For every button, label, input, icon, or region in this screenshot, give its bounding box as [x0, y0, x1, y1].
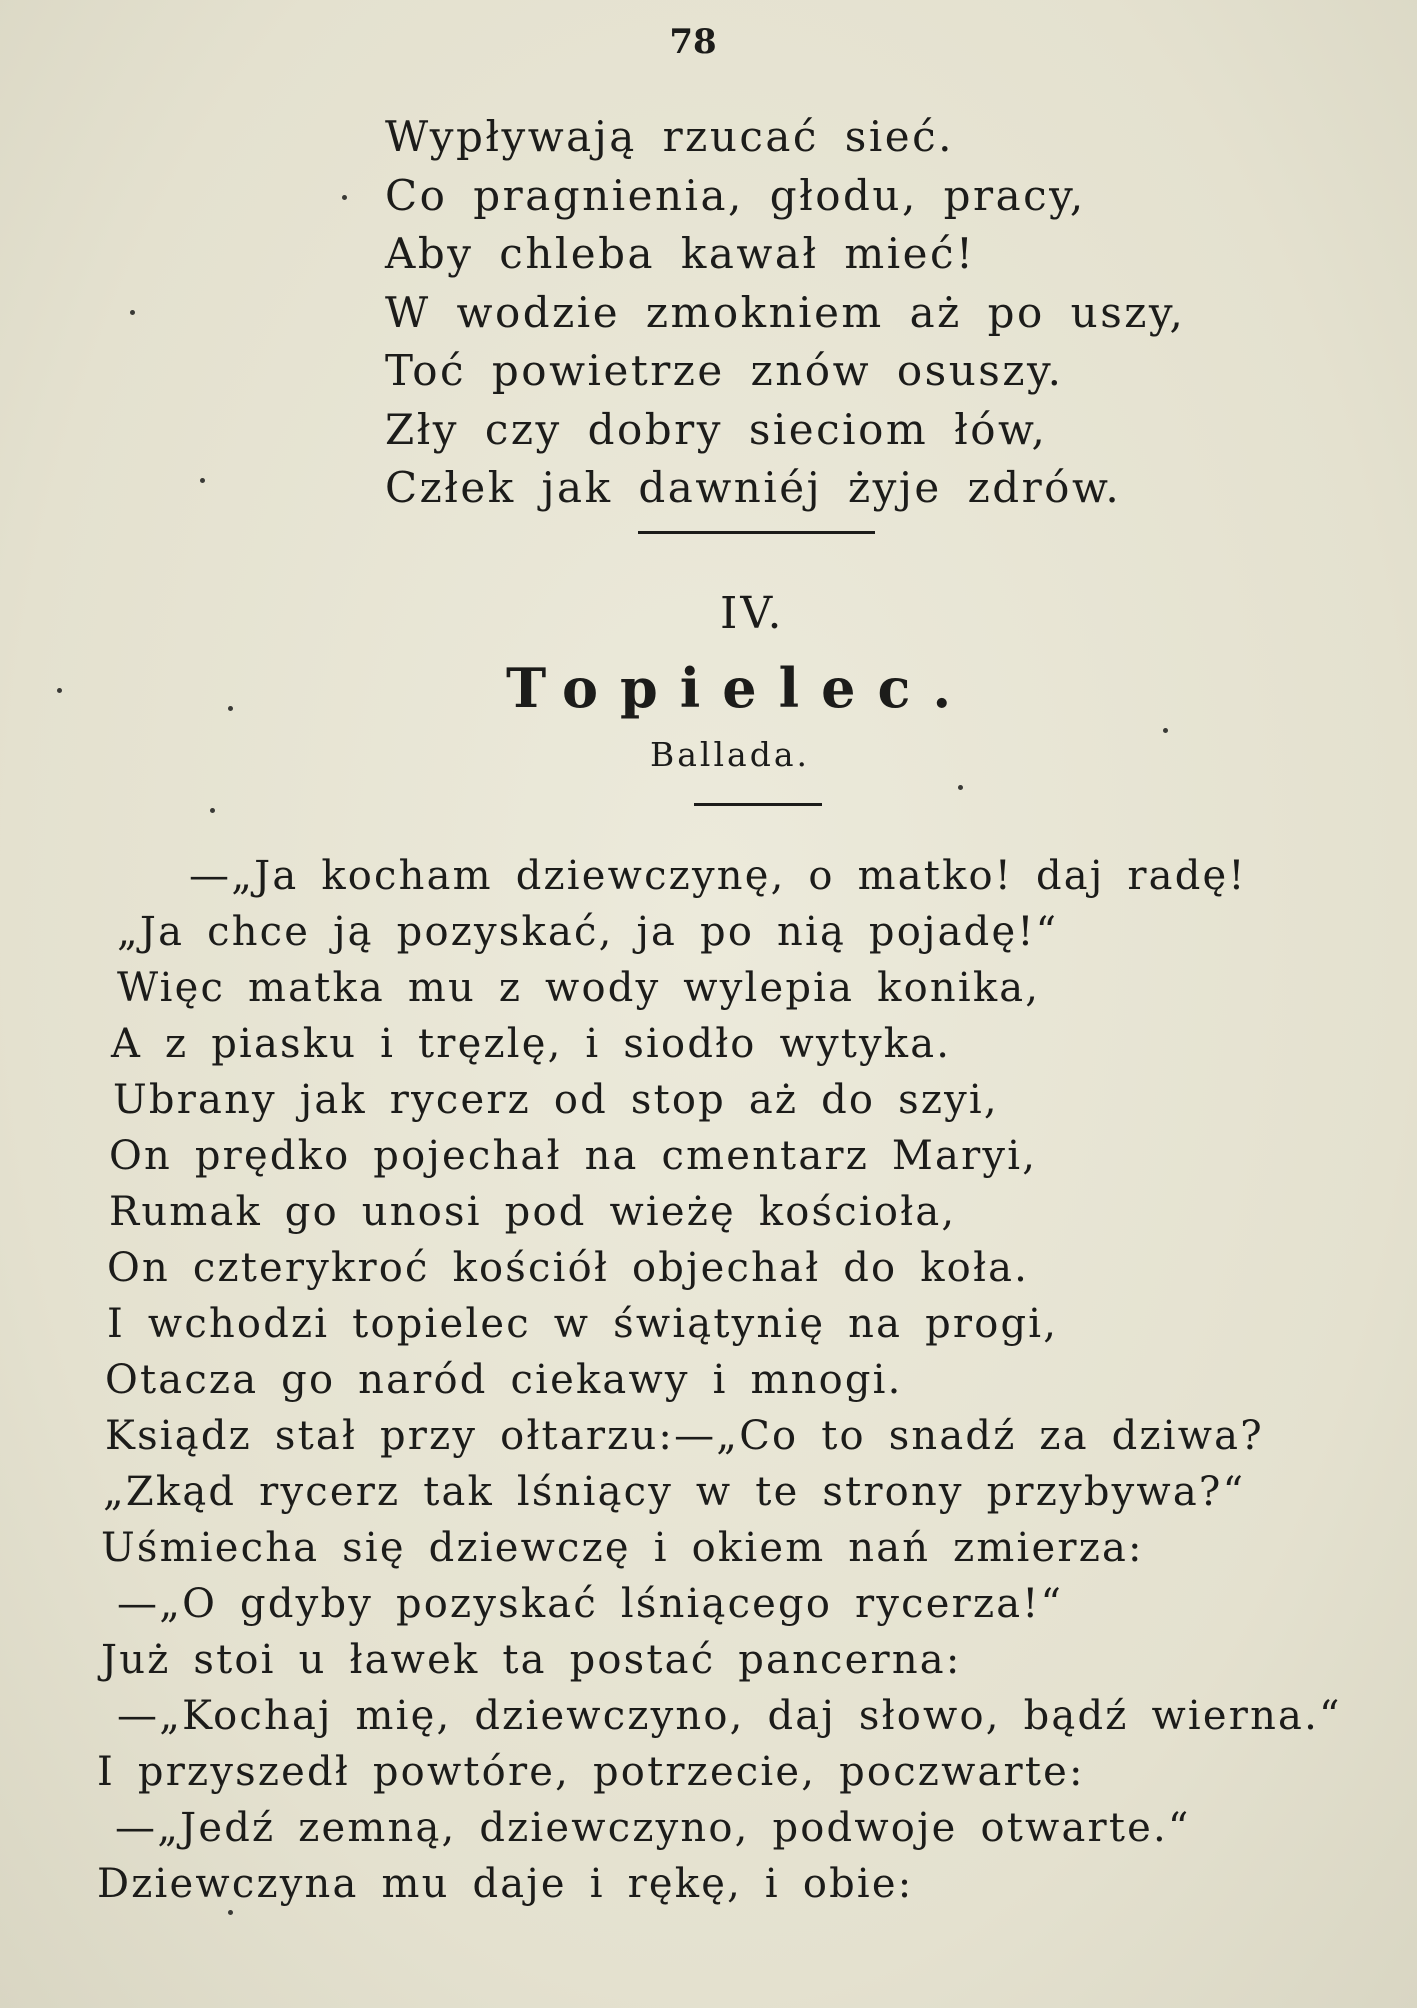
verse-line: Już stoi u ławek ta postać pancerna: — [101, 1637, 962, 1683]
paper-speck — [130, 310, 135, 315]
verse-line: —„Ja kocham dziewczynę, o matko! daj radę! — [189, 853, 1247, 899]
verse-line: Aby chleba kawał mieć! — [385, 229, 976, 278]
verse-line: A z piasku i tręzlę, i siodło wytyka. — [111, 1021, 952, 1067]
page-number: 78 — [669, 22, 717, 62]
verse-line: On czterykroć kościół objechał do koła. — [107, 1245, 1030, 1291]
paper-speck — [342, 195, 347, 200]
verse-line: Toć powietrze znów osuszy. — [385, 346, 1064, 395]
verse-line: I przyszedł powtóre, potrzecie, poczwarte: — [97, 1749, 1085, 1795]
paper-speck — [1163, 728, 1168, 733]
ballad-text — [97, 848, 1342, 1912]
verse-line: Dziewczyna mu daje i rękę, i obie: — [97, 1861, 914, 1907]
paper-speck — [200, 478, 205, 483]
verse-line: Więc matka mu z wody wylepia konika, — [117, 965, 1041, 1011]
verse-line: Otacza go naród ciekawy i mnogi. — [105, 1357, 903, 1403]
verse-line: Wypływają rzucać sieć. — [385, 112, 955, 161]
paper-speck — [228, 706, 233, 711]
verse-line: Ksiądz stał przy ołtarzu:—„Co to snadź za dziwa? — [105, 1413, 1264, 1459]
verse-line: Zły czy dobry sieciom łów, — [385, 404, 1048, 454]
verse-line: W wodzie zmokniem aż po uszy, — [385, 287, 1186, 337]
verse-line: „Zkąd rycerz tak lśniący w te strony przybywa?“ — [103, 1469, 1246, 1515]
section-number: IV. — [720, 588, 785, 639]
verse-line: I wchodzi topielec w świątynię na progi, — [107, 1301, 1059, 1347]
stanza-top — [385, 108, 1185, 518]
verse-line: Uśmiecha się dziewczę i okiem nań zmierza: — [101, 1525, 1144, 1571]
paper-speck — [57, 688, 62, 693]
verse-line: Rumak go unosi pod wieżę kościoła, — [109, 1189, 957, 1235]
verse-line: —„Kochaj mię, dziewczyno, daj słowo, bądź wierna.“ — [117, 1693, 1342, 1739]
verse-line: —„Jedź zemną, dziewczyno, podwoje otwarte.“ — [115, 1805, 1191, 1851]
verse-line: Człek jak dawniéj żyje zdrów. — [385, 463, 1122, 512]
paper-speck — [228, 1910, 233, 1915]
title-divider — [694, 803, 822, 806]
section-subtitle: Ballada. — [650, 735, 810, 774]
verse-line: On prędko pojechał na cmentarz Maryi, — [109, 1133, 1038, 1179]
paper-speck — [958, 785, 963, 790]
paper-speck — [210, 808, 215, 813]
section-divider — [638, 531, 875, 534]
section-title: Topielec. — [506, 656, 974, 720]
verse-line: Ubrany jak rycerz od stop aż do szyi, — [113, 1077, 999, 1123]
verse-line: Co pragnienia, głodu, pracy, — [385, 170, 1086, 220]
verse-line: —„O gdyby pozyskać lśniącego rycerza!“ — [117, 1581, 1064, 1627]
verse-line: „Ja chce ją pozyskać, ja po nią pojadę!“ — [117, 909, 1059, 955]
